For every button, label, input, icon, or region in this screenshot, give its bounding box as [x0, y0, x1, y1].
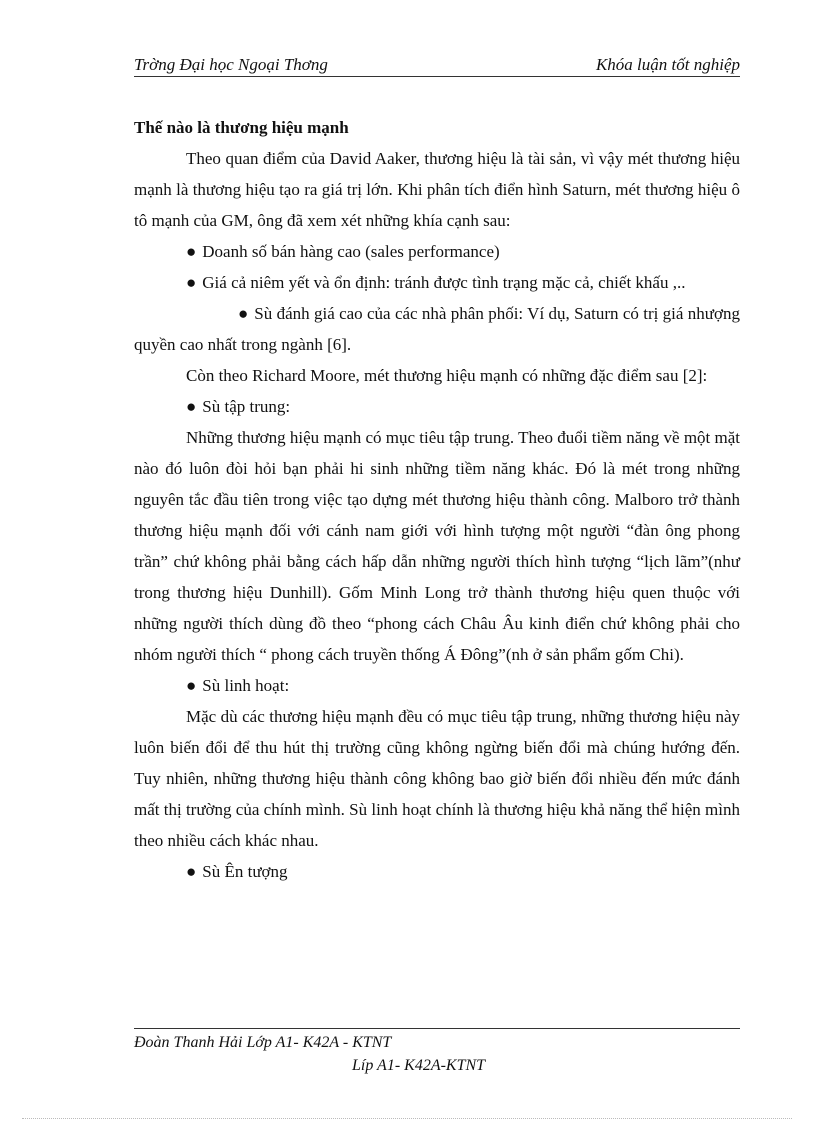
bullet-icon: ●	[186, 397, 197, 416]
bullet-text: Doanh số bán hàng cao (sales performance)	[202, 242, 500, 261]
header-doc-type: Khóa luận tốt nghiệp	[595, 55, 740, 74]
page-header	[134, 54, 740, 77]
paragraph-focus: Những thương hiệu mạnh có mục tiêu tập trung. Theo đuổi tiềm năng về một mặt nào đó luôn đòi hỏi bạn phải hi sinh những tiềm năng khác. Đó là mét trong những nguyên tắc đầu tiên trong việc tạo dựng mét thương hiệu thành công. Malboro trở thành thương hiệu mạnh đối với cánh nam giới với hình tượng một người “đàn ông phong trần” chứ không phải bằng cách hấp dẫn những người thích hình tượng “lịch lãm”(như trong thương hiệu Dunhill). Gốm Minh Long trở thành thương hiệu quen thuộc với những người thích dùng đồ theo “phong cách Châu Âu kinh điển chứ không phải cho nhóm người thích “ phong cách truyền thống Á Đông”(nh ở sản phẩm gốm Chi).	[134, 428, 741, 664]
bullet-distributors	[134, 298, 740, 360]
section-title: Thế nào là thương hiệu mạnh	[134, 118, 349, 137]
page-edge-divider	[22, 1118, 792, 1119]
header-school: Trờng Đại học Ngoại Thơng	[134, 55, 328, 74]
bullet-icon: ●	[186, 862, 197, 881]
footer-class: Líp A1- K42A-KTNT	[352, 1057, 486, 1074]
bullet-icon: ●	[186, 242, 197, 261]
bullet-icon: ●	[186, 273, 197, 292]
bullet-icon: ●	[238, 304, 249, 323]
bullet-price	[134, 267, 740, 298]
bullet-impression	[134, 856, 740, 887]
paragraph-moore: Còn theo Richard Moore, mét thương hiệu mạnh có những đặc điểm sau [2]:	[186, 366, 708, 385]
bullet-text: Sù đánh giá cao của các nhà phân phối: Ví dụ, Saturn có trị giá nhượng quyền cao nhất trong ngành [6].	[134, 304, 740, 354]
bullet-sales	[134, 236, 740, 267]
main-content	[134, 112, 740, 887]
bullet-icon: ●	[186, 676, 197, 695]
bullet-text: Sù tập trung:	[202, 397, 291, 416]
paragraph-aaker: Theo quan điểm của David Aaker, thương hiệu là tài sản, vì vậy mét thương hiệu mạnh là thương hiệu tạo ra giá trị lớn. Khi phân tích điển hình Saturn, mét thương hiệu ô tô mạnh của GM, ông đã xem xét những khía cạnh sau:	[134, 149, 740, 230]
bullet-flexibility	[134, 670, 740, 701]
bullet-text: Sù linh hoạt:	[202, 676, 290, 695]
bullet-focus	[134, 391, 740, 422]
bullet-text: Sù Ên tượng	[202, 862, 288, 881]
paragraph-flexibility: Mặc dù các thương hiệu mạnh đều có mục tiêu tập trung, những thương hiệu này luôn biến đổi để thu hút thị trường cũng không ngừng biến đổi mà chúng hướng đến. Tuy nhiên, những thương hiệu thành công không bao giờ biến đổi nhiều đến mức đánh mất thị trường của chính mình. Sù linh hoạt chính là thương hiệu khả năng thể hiện mình theo nhiều cách khác nhau.	[134, 707, 740, 850]
footer-author: Đoàn Thanh Hải Lớp A1- K42A - KTNT	[134, 1034, 392, 1051]
footer-divider	[134, 1028, 740, 1029]
bullet-text: Giá cả niêm yết và ổn định: tránh được tình trạng mặc cả, chiết khấu ,..	[202, 273, 686, 292]
